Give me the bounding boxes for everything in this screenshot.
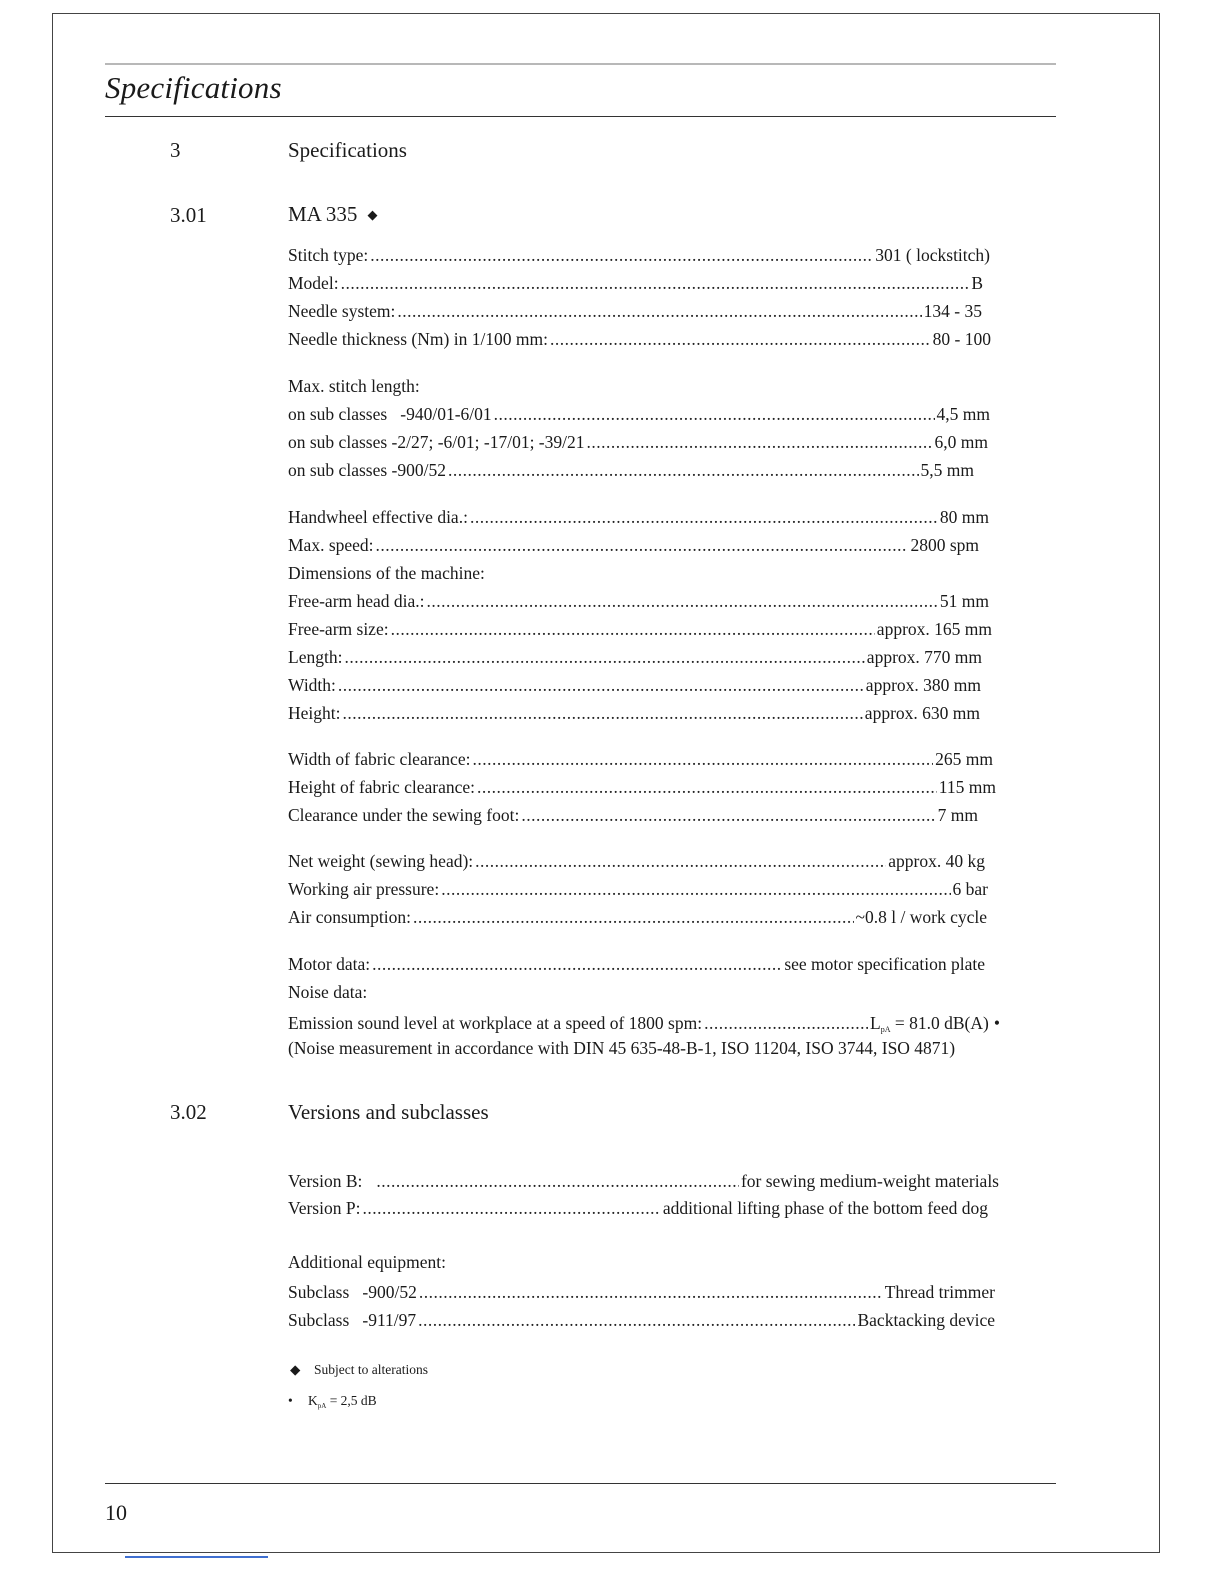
spec-stitch-length-3: on sub classes -900/52 ..... 5,5 mm [288, 459, 974, 481]
spec-fabric-height: Height of fabric clearance: ..... 115 mm [288, 776, 996, 798]
spec-version-b: Version B: ..... for sewing medium-weight materials [288, 1170, 999, 1192]
spec-needle-system: Needle system: ..... 134 - 35 [288, 300, 982, 322]
spec-subclass-900-52: Subclass -900/52 ..... Thread trimmer [288, 1281, 995, 1303]
noise-heading: Noise data: [288, 982, 368, 1002]
spec-width: Width: ..... approx. 380 mm [288, 674, 981, 696]
spec-handwheel: Handwheel effective dia.: ..... 80 mm [288, 506, 989, 528]
spec-model: Model: ..... B [288, 272, 983, 294]
spec-length: Length: ..... approx. 770 mm [288, 646, 982, 668]
spec-stitch-length-1: on sub classes -940/01-6/01 ..... 4,5 mm [288, 403, 990, 425]
spec-needle-thickness: Needle thickness (Nm) in 1/100 mm: ..... 80 - 100 [288, 328, 991, 350]
additional-equipment-heading: Additional equipment: [288, 1252, 446, 1272]
dimensions-heading: Dimensions of the machine: [288, 563, 485, 583]
diamond-icon: ◆ [290, 1362, 301, 1377]
page-header-title: Specifications [105, 70, 282, 105]
section-3-number: 3 [170, 138, 181, 162]
footnote-alterations: ◆ Subject to alterations [290, 1362, 428, 1377]
footnote-kpa: • $K_{pA} = 2,5$ dB [288, 1393, 377, 1410]
header-top-rule [105, 63, 1056, 65]
spec-version-p: Version P: ..... additional lifting phase of the bottom feed dog [288, 1197, 988, 1219]
spec-foot-clearance: Clearance under the sewing foot: ..... 7 mm [288, 804, 978, 826]
spec-emission: Emission sound level at workplace at a speed of 1800 spm: ..... $L_{pA} = 81.0$ dB(A) • [288, 1012, 1000, 1034]
spec-subclass-911-97: Subclass -911/97 ..... Backtacking device [288, 1309, 995, 1331]
spec-air-consumption: Air consumption: ..... ~0.8 l / work cycle [288, 906, 987, 928]
spec-max-speed: Max. speed: ..... 2800 spm [288, 534, 979, 556]
page-number: 10 [105, 1500, 127, 1525]
spec-stitch-type: Stitch type: ..... 301 ( lockstitch) [288, 244, 990, 266]
noise-measurement-note: (Noise measurement in accordance with DIN 45 635-48-B-1, ISO 11204, ISO 3744, ISO 4871) [288, 1038, 956, 1058]
spec-height: Height: ..... approx. 630 mm [288, 702, 980, 724]
bullet-icon: • [993, 1013, 1000, 1033]
max-stitch-heading: Max. stitch length: [288, 376, 420, 396]
bullet-icon: • [288, 1393, 293, 1408]
diamond-icon: ◆ [367, 207, 378, 222]
spec-stitch-length-2: on sub classes -2/27; -6/01; -17/01; -39/21 ..... 6,0 mm [288, 431, 988, 453]
spec-net-weight: Net weight (sewing head): ..... approx. 40 kg [288, 850, 985, 872]
spec-free-arm-head: Free-arm head dia.: ..... 51 mm [288, 590, 989, 612]
section-301-title: MA 335 [288, 202, 358, 226]
section-3-title: Specifications [288, 138, 407, 162]
section-301-number: 3.01 [170, 203, 207, 227]
spec-fabric-width: Width of fabric clearance: ..... 265 mm [288, 748, 993, 770]
footer-rule [105, 1483, 1056, 1484]
spec-air-pressure: Working air pressure: ..... 6 bar [288, 878, 988, 900]
spec-free-arm-size: Free-arm size: ..... approx. 165 mm [288, 618, 992, 640]
section-302-title: Versions and subclasses [288, 1100, 489, 1124]
scroll-indicator-bar [125, 1556, 268, 1558]
spec-motor: Motor data: ..... see motor specification plate [288, 953, 985, 975]
section-301-heading [288, 202, 377, 227]
header-bottom-rule [105, 116, 1056, 117]
section-302-number: 3.02 [170, 1100, 207, 1124]
